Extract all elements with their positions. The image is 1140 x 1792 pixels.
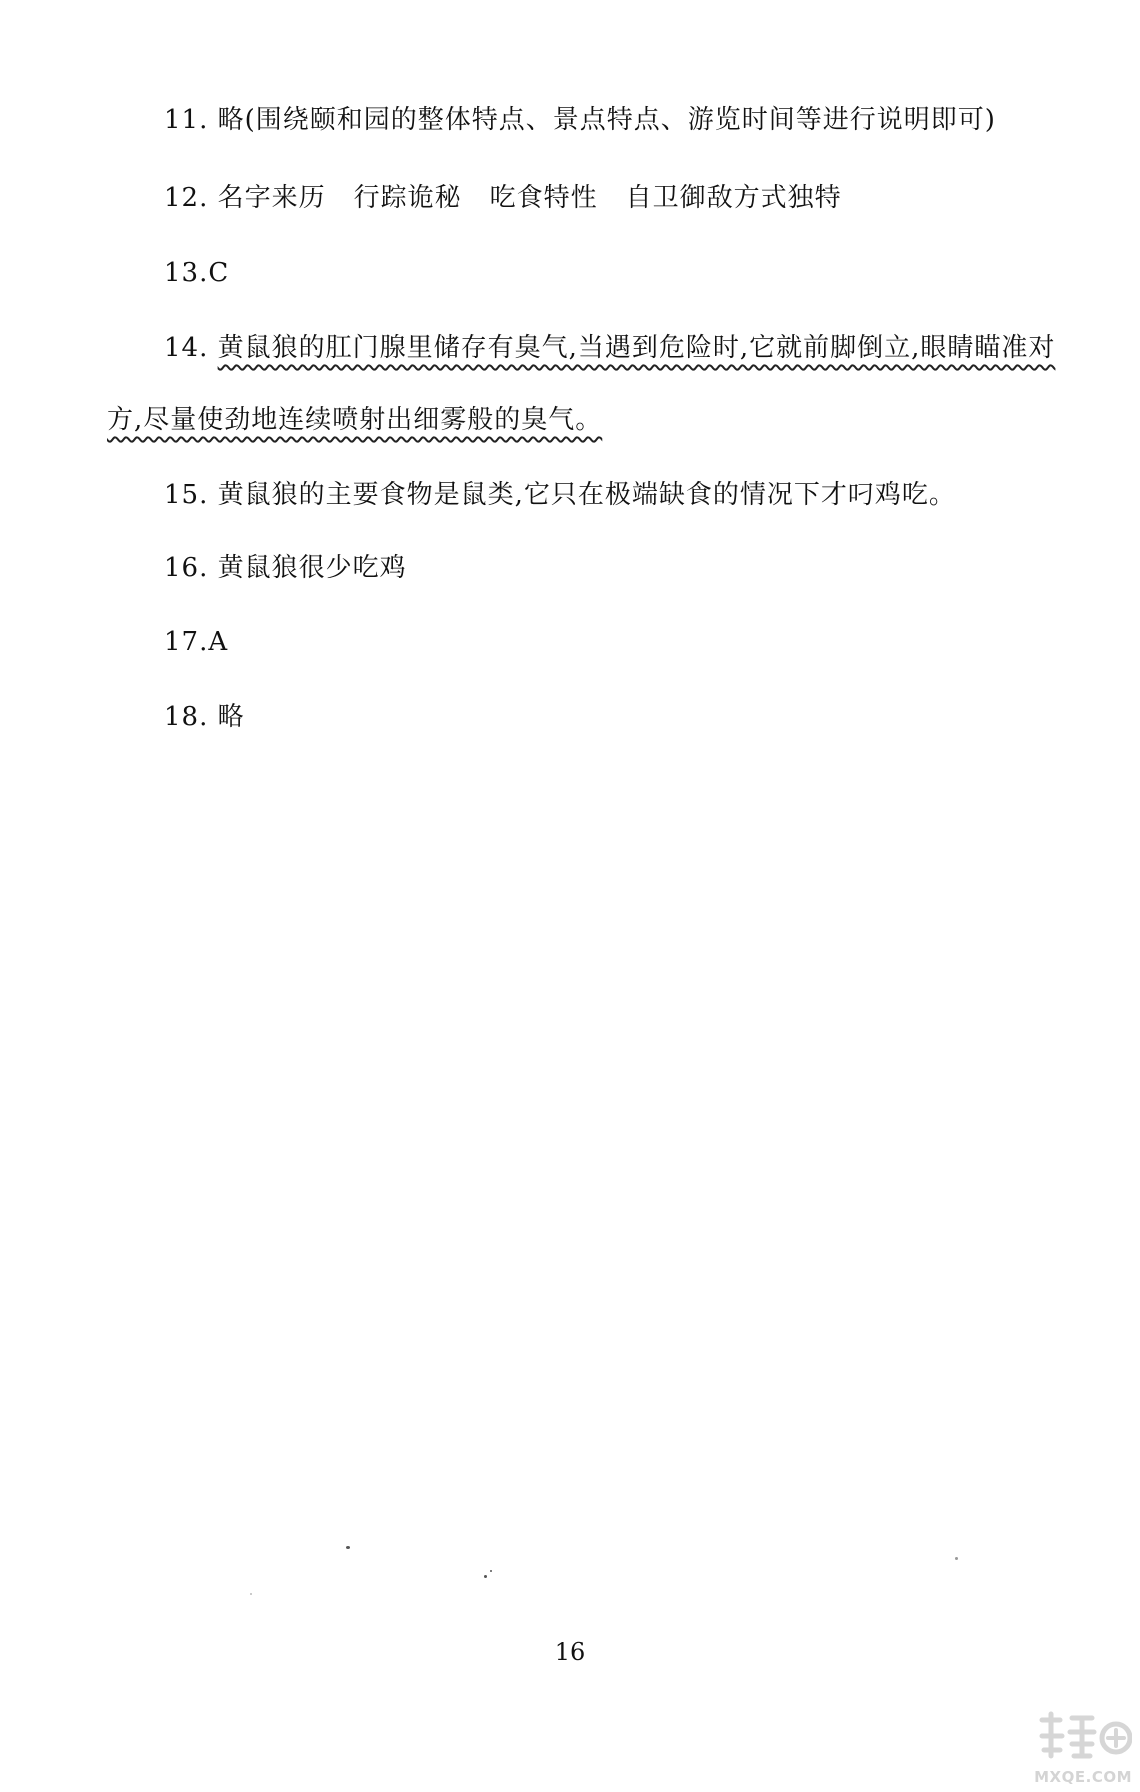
answer-16 <box>164 548 407 588</box>
answer-text: 略(围绕颐和园的整体特点、景点特点、游览时间等进行说明即可) <box>217 105 996 135</box>
answer-text-underlined: 方,尽量使劲地连续喷射出细雾般的臭气。 <box>107 405 603 435</box>
scan-speck <box>346 1546 350 1549</box>
answer-part: 自卫御敌方式独特 <box>625 183 842 213</box>
answer-text: A <box>208 627 229 657</box>
answer-number: 17. <box>164 627 209 657</box>
answer-number: 15. <box>164 480 209 510</box>
answer-number: 18. <box>164 702 209 732</box>
answer-text: C <box>208 258 230 288</box>
answer-part: 名字来历 <box>217 183 326 213</box>
site-watermark <box>1030 1706 1140 1792</box>
answer-number: 16. <box>164 553 209 583</box>
answer-number: 11. <box>164 105 209 135</box>
answer-part: 行踪诡秘 <box>353 183 462 213</box>
answer-18 <box>164 697 245 737</box>
scan-speck <box>250 1593 252 1595</box>
answer-text-underlined: 黄鼠狼的肛门腺里储存有臭气,当遇到危险时,它就前脚倒立,眼睛瞄准对 <box>217 333 1056 363</box>
answer-17 <box>164 622 228 662</box>
answer-site-logo-icon <box>1036 1710 1132 1762</box>
answer-part: 吃食特性 <box>489 183 598 213</box>
answer-number: 14. <box>164 333 209 363</box>
answer-text: 黄鼠狼很少吃鸡 <box>217 553 407 583</box>
page-number: 16 <box>554 1638 586 1666</box>
answer-12 <box>164 178 842 218</box>
scan-speck <box>955 1557 958 1560</box>
answer-number: 13. <box>164 258 209 288</box>
answer-14-continued <box>107 400 602 440</box>
answer-text: 略 <box>217 702 245 732</box>
answer-14 <box>164 328 1055 368</box>
scan-speck <box>484 1575 487 1578</box>
watermark-text: MXQE.COM <box>1034 1768 1132 1786</box>
answer-number: 12. <box>164 183 209 213</box>
answer-11 <box>164 100 996 140</box>
scan-speck <box>490 1570 492 1572</box>
answer-text: 黄鼠狼的主要食物是鼠类,它只在极端缺食的情况下才叼鸡吃。 <box>217 480 956 510</box>
answer-15 <box>164 475 956 515</box>
answer-13 <box>164 253 229 293</box>
